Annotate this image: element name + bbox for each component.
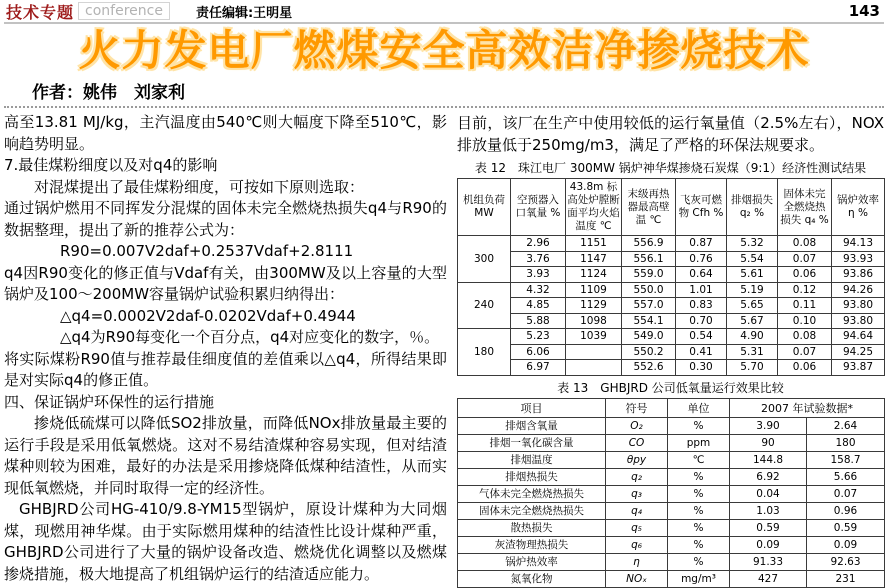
col-header: 固体未完全燃烧热损失 q₄ % bbox=[778, 179, 832, 236]
data-cell: 3.90 bbox=[730, 417, 807, 434]
data-cell: 0.83 bbox=[676, 298, 727, 314]
col-header: 项目 bbox=[458, 398, 606, 417]
conference-label: conference bbox=[78, 2, 170, 20]
item-cell: 排烟温度 bbox=[458, 451, 606, 468]
symbol-cell: q₅ bbox=[606, 519, 668, 536]
data-cell bbox=[566, 360, 622, 376]
data-cell: 0.96 bbox=[807, 502, 885, 519]
data-cell: 0.70 bbox=[676, 313, 727, 329]
table13-row bbox=[458, 570, 885, 587]
data-cell: 94.25 bbox=[832, 344, 885, 360]
data-cell: 1151 bbox=[566, 236, 622, 252]
data-cell: 556.9 bbox=[622, 236, 676, 252]
table12-header-row bbox=[458, 179, 885, 236]
table12-row bbox=[458, 267, 885, 283]
data-cell: 0.12 bbox=[778, 282, 832, 298]
data-cell: 5.32 bbox=[727, 236, 778, 252]
authors-line: 作者：姚伟 刘家利 bbox=[32, 83, 185, 103]
paragraph: GHBJRD公司HG-410/9.8-YM15型锅炉，原设计煤种为大同烟煤，现燃用神华煤。由于实际燃用煤种的结渣性比设计煤种严重，GHBJRD公司进行了大量的锅炉设备改造、燃烧优化调整以及燃煤掺烧措施，极大地提高了机组锅炉运行的结渣适应能力。 bbox=[4, 500, 447, 583]
table12-row bbox=[458, 344, 885, 360]
data-cell: 4.85 bbox=[511, 298, 566, 314]
data-cell: 550.0 bbox=[622, 282, 676, 298]
unit-cell: % bbox=[668, 553, 730, 570]
item-cell: 排烟一氧化碳含量 bbox=[458, 434, 606, 451]
item-cell: 排烟含氧量 bbox=[458, 417, 606, 434]
table13-row bbox=[458, 485, 885, 502]
data-cell: 0.08 bbox=[778, 236, 832, 252]
data-cell: 556.1 bbox=[622, 251, 676, 267]
data-cell: 5.31 bbox=[727, 344, 778, 360]
data-cell: 4.90 bbox=[727, 329, 778, 345]
data-cell bbox=[566, 344, 622, 360]
data-cell: 0.10 bbox=[778, 313, 832, 329]
table12-economic-test-results bbox=[457, 178, 885, 376]
symbol-cell: q₆ bbox=[606, 536, 668, 553]
data-cell: 0.09 bbox=[807, 536, 885, 553]
page-number: 143 bbox=[848, 2, 880, 20]
col-header: 43.8m 标高处炉膛断面平均火焰温度 ℃ bbox=[566, 179, 622, 236]
col-header: 单位 bbox=[668, 398, 730, 417]
data-cell: 5.67 bbox=[727, 313, 778, 329]
unit-cell: ℃ bbox=[668, 451, 730, 468]
item-cell: 灰渣物理热损失 bbox=[458, 536, 606, 553]
symbol-cell: q₃ bbox=[606, 485, 668, 502]
data-cell: 94.64 bbox=[832, 329, 885, 345]
unit-cell: % bbox=[668, 519, 730, 536]
data-cell: 1.01 bbox=[676, 282, 727, 298]
symbol-cell: NOₓ bbox=[606, 570, 668, 587]
symbol-cell: q₄ bbox=[606, 502, 668, 519]
data-cell: 559.0 bbox=[622, 267, 676, 283]
data-cell: 1129 bbox=[566, 298, 622, 314]
section-label: 技术专题 bbox=[6, 2, 75, 22]
data-cell: 180 bbox=[807, 434, 885, 451]
table13-row bbox=[458, 468, 885, 485]
load-cell: 240 bbox=[458, 282, 511, 329]
table12-row bbox=[458, 313, 885, 329]
data-cell: 158.7 bbox=[807, 451, 885, 468]
formula: R90=0.007V2daf+0.2537Vdaf+2.8111 bbox=[60, 242, 354, 260]
paragraph: 高至13.81 MJ/kg，主汽温度由540℃则大幅度下降至510℃，影响趋势明显。 bbox=[4, 113, 447, 153]
data-cell: 93.80 bbox=[832, 298, 885, 314]
data-cell: 6.97 bbox=[511, 360, 566, 376]
unit-cell: % bbox=[668, 502, 730, 519]
symbol-cell: θpy bbox=[606, 451, 668, 468]
data-cell: 5.19 bbox=[727, 282, 778, 298]
data-cell: 1109 bbox=[566, 282, 622, 298]
data-cell: 552.6 bbox=[622, 360, 676, 376]
data-cell: 1098 bbox=[566, 313, 622, 329]
data-cell: 2.96 bbox=[511, 236, 566, 252]
data-cell: 5.65 bbox=[727, 298, 778, 314]
editor-credit: 责任编辑:王明星 bbox=[195, 5, 293, 21]
data-cell: 427 bbox=[730, 570, 807, 587]
right-column bbox=[457, 112, 884, 588]
table13-row bbox=[458, 434, 885, 451]
data-cell: 0.04 bbox=[730, 485, 807, 502]
item-cell: 氮氧化物 bbox=[458, 570, 606, 587]
data-cell: 0.07 bbox=[807, 485, 885, 502]
data-cell: 3.76 bbox=[511, 251, 566, 267]
symbol-cell: CO bbox=[606, 434, 668, 451]
data-cell: 0.59 bbox=[730, 519, 807, 536]
paragraph: 将实际煤粉R90值与推荐最佳细度值的差值乘以△q4，所得结果即是对实际q4的修正值。 bbox=[4, 349, 447, 389]
data-cell: 0.06 bbox=[778, 267, 832, 283]
table13-header-row bbox=[458, 398, 885, 417]
data-cell: 0.30 bbox=[676, 360, 727, 376]
data-cell: 6.92 bbox=[730, 468, 807, 485]
data-cell: 3.93 bbox=[511, 267, 566, 283]
dotted-divider bbox=[4, 106, 884, 108]
left-column bbox=[4, 112, 447, 588]
data-cell: 5.54 bbox=[727, 251, 778, 267]
data-cell: 93.86 bbox=[832, 267, 885, 283]
article-title: 火力发电厂燃煤安全高效洁净掺烧技术 bbox=[78, 26, 810, 75]
col-header: 空预器入口氧量 % bbox=[511, 179, 566, 236]
symbol-cell: η bbox=[606, 553, 668, 570]
data-cell: 5.61 bbox=[727, 267, 778, 283]
data-cell: 0.07 bbox=[778, 251, 832, 267]
col-header: 机组负荷 MW bbox=[458, 179, 511, 236]
data-cell: 0.06 bbox=[778, 360, 832, 376]
data-cell: 0.54 bbox=[676, 329, 727, 345]
data-cell: 549.0 bbox=[622, 329, 676, 345]
data-cell: 1147 bbox=[566, 251, 622, 267]
table13-row bbox=[458, 519, 885, 536]
data-cell: 92.63 bbox=[807, 553, 885, 570]
data-cell: 5.70 bbox=[727, 360, 778, 376]
data-cell: 144.8 bbox=[730, 451, 807, 468]
data-cell: 231 bbox=[807, 570, 885, 587]
paragraph: 通过锅炉燃用不同挥发分混煤的固体未完全燃烧热损失q4与R90的数据整理，提出了新的推荐公式为： bbox=[4, 199, 447, 239]
data-cell: 5.23 bbox=[511, 329, 566, 345]
col-header: 飞灰可燃物 Cfh % bbox=[676, 179, 727, 236]
paragraph: 目前，该厂在生产中使用较低的运行氧量值（2.5%左右），NOX排放量低于250mg/m3，满足了严格的环保法规要求。 bbox=[457, 114, 884, 154]
data-cell: 0.08 bbox=[778, 329, 832, 345]
data-cell: 0.09 bbox=[730, 536, 807, 553]
paragraph: 掺烧低硫煤可以降低SO2排放量，而降低NOx排放量最主要的运行手段是采用低氧燃烧。这对不易结渣煤种容易实现，但对结渣煤种则较为困难，最好的办法是采用掺烧降低煤种结渣性，从而实现低氧燃烧，并同时取得一定的经济性。 bbox=[4, 414, 447, 497]
section-heading: 四、保证锅炉环保性的运行措施 bbox=[4, 392, 215, 411]
table13-row bbox=[458, 417, 885, 434]
data-cell: 94.26 bbox=[832, 282, 885, 298]
table13-row bbox=[458, 451, 885, 468]
table13-row bbox=[458, 502, 885, 519]
unit-cell: ppm bbox=[668, 434, 730, 451]
table13-row bbox=[458, 536, 885, 553]
table12-caption: 表 12 珠江电厂 300MW 锅炉神华煤掺烧石炭煤（9:1）经济性测试结果 bbox=[474, 161, 867, 175]
table13-caption: 表 13 GHBJRD 公司低氧量运行效果比较 bbox=[557, 380, 784, 395]
table13-low-oxygen-comparison bbox=[457, 398, 885, 588]
paragraph: 对混煤提出了最佳煤粉细度，可按如下原则选取： bbox=[34, 177, 365, 196]
unit-cell: % bbox=[668, 485, 730, 502]
data-cell: 1.03 bbox=[730, 502, 807, 519]
item-cell: 气体未完全燃烧热损失 bbox=[458, 485, 606, 502]
data-cell: 5.66 bbox=[807, 468, 885, 485]
load-cell: 300 bbox=[458, 236, 511, 283]
symbol-cell: O₂ bbox=[606, 417, 668, 434]
data-cell: 1124 bbox=[566, 267, 622, 283]
data-cell: 0.76 bbox=[676, 251, 727, 267]
data-cell: 0.11 bbox=[778, 298, 832, 314]
data-cell: 0.41 bbox=[676, 344, 727, 360]
data-cell: 5.88 bbox=[511, 313, 566, 329]
data-cell: 1039 bbox=[566, 329, 622, 345]
col-header: 锅炉效率 η % bbox=[832, 179, 885, 236]
table12-row bbox=[458, 329, 885, 345]
content-columns bbox=[4, 112, 884, 588]
table12-row bbox=[458, 251, 885, 267]
data-cell: 6.06 bbox=[511, 344, 566, 360]
col-header: 2007 年试验数据* bbox=[730, 398, 885, 417]
formula-note: △q4为R90每变化一个百分点，q4对应变化的数字，％。 bbox=[60, 328, 440, 346]
table12-row bbox=[458, 282, 885, 298]
table12-row bbox=[458, 360, 885, 376]
formula: △q4=0.0002V2daf-0.0202Vdaf+0.4944 bbox=[60, 306, 356, 325]
data-cell: 93.80 bbox=[832, 313, 885, 329]
data-cell: 550.2 bbox=[622, 344, 676, 360]
col-header: 排烟损失 q₂ % bbox=[727, 179, 778, 236]
table13-row bbox=[458, 553, 885, 570]
item-cell: 锅炉热效率 bbox=[458, 553, 606, 570]
data-cell: 0.07 bbox=[778, 344, 832, 360]
data-cell: 0.59 bbox=[807, 519, 885, 536]
data-cell: 2.64 bbox=[807, 417, 885, 434]
col-header: 符号 bbox=[606, 398, 668, 417]
item-cell: 固体未完全燃烧热损失 bbox=[458, 502, 606, 519]
col-header: 末级再热器最高壁温 ℃ bbox=[622, 179, 676, 236]
load-cell: 180 bbox=[458, 329, 511, 376]
page-header bbox=[4, 2, 884, 24]
table12-row bbox=[458, 298, 885, 314]
data-cell: 557.0 bbox=[622, 298, 676, 314]
data-cell: 4.32 bbox=[511, 282, 566, 298]
item-cell: 散热损失 bbox=[458, 519, 606, 536]
data-cell: 91.33 bbox=[730, 553, 807, 570]
data-cell: 0.64 bbox=[676, 267, 727, 283]
data-cell: 90 bbox=[730, 434, 807, 451]
data-cell: 93.87 bbox=[832, 360, 885, 376]
data-cell: 554.1 bbox=[622, 313, 676, 329]
symbol-cell: q₂ bbox=[606, 468, 668, 485]
data-cell: 93.93 bbox=[832, 251, 885, 267]
unit-cell: % bbox=[668, 536, 730, 553]
unit-cell: % bbox=[668, 468, 730, 485]
paragraph: q4因R90变化的修正值与Vdaf有关，由300MW及以上容量的大型锅炉及100～200MW容量锅炉试验积累归纳得出： bbox=[4, 263, 447, 303]
item-cell: 排烟热损失 bbox=[458, 468, 606, 485]
unit-cell: mg/m³ bbox=[668, 570, 730, 587]
table12-row bbox=[458, 236, 885, 252]
subsection-heading: 7.最佳煤粉细度以及对q4的影响 bbox=[4, 156, 218, 174]
data-cell: 0.87 bbox=[676, 236, 727, 252]
unit-cell: % bbox=[668, 417, 730, 434]
data-cell: 94.13 bbox=[832, 236, 885, 252]
